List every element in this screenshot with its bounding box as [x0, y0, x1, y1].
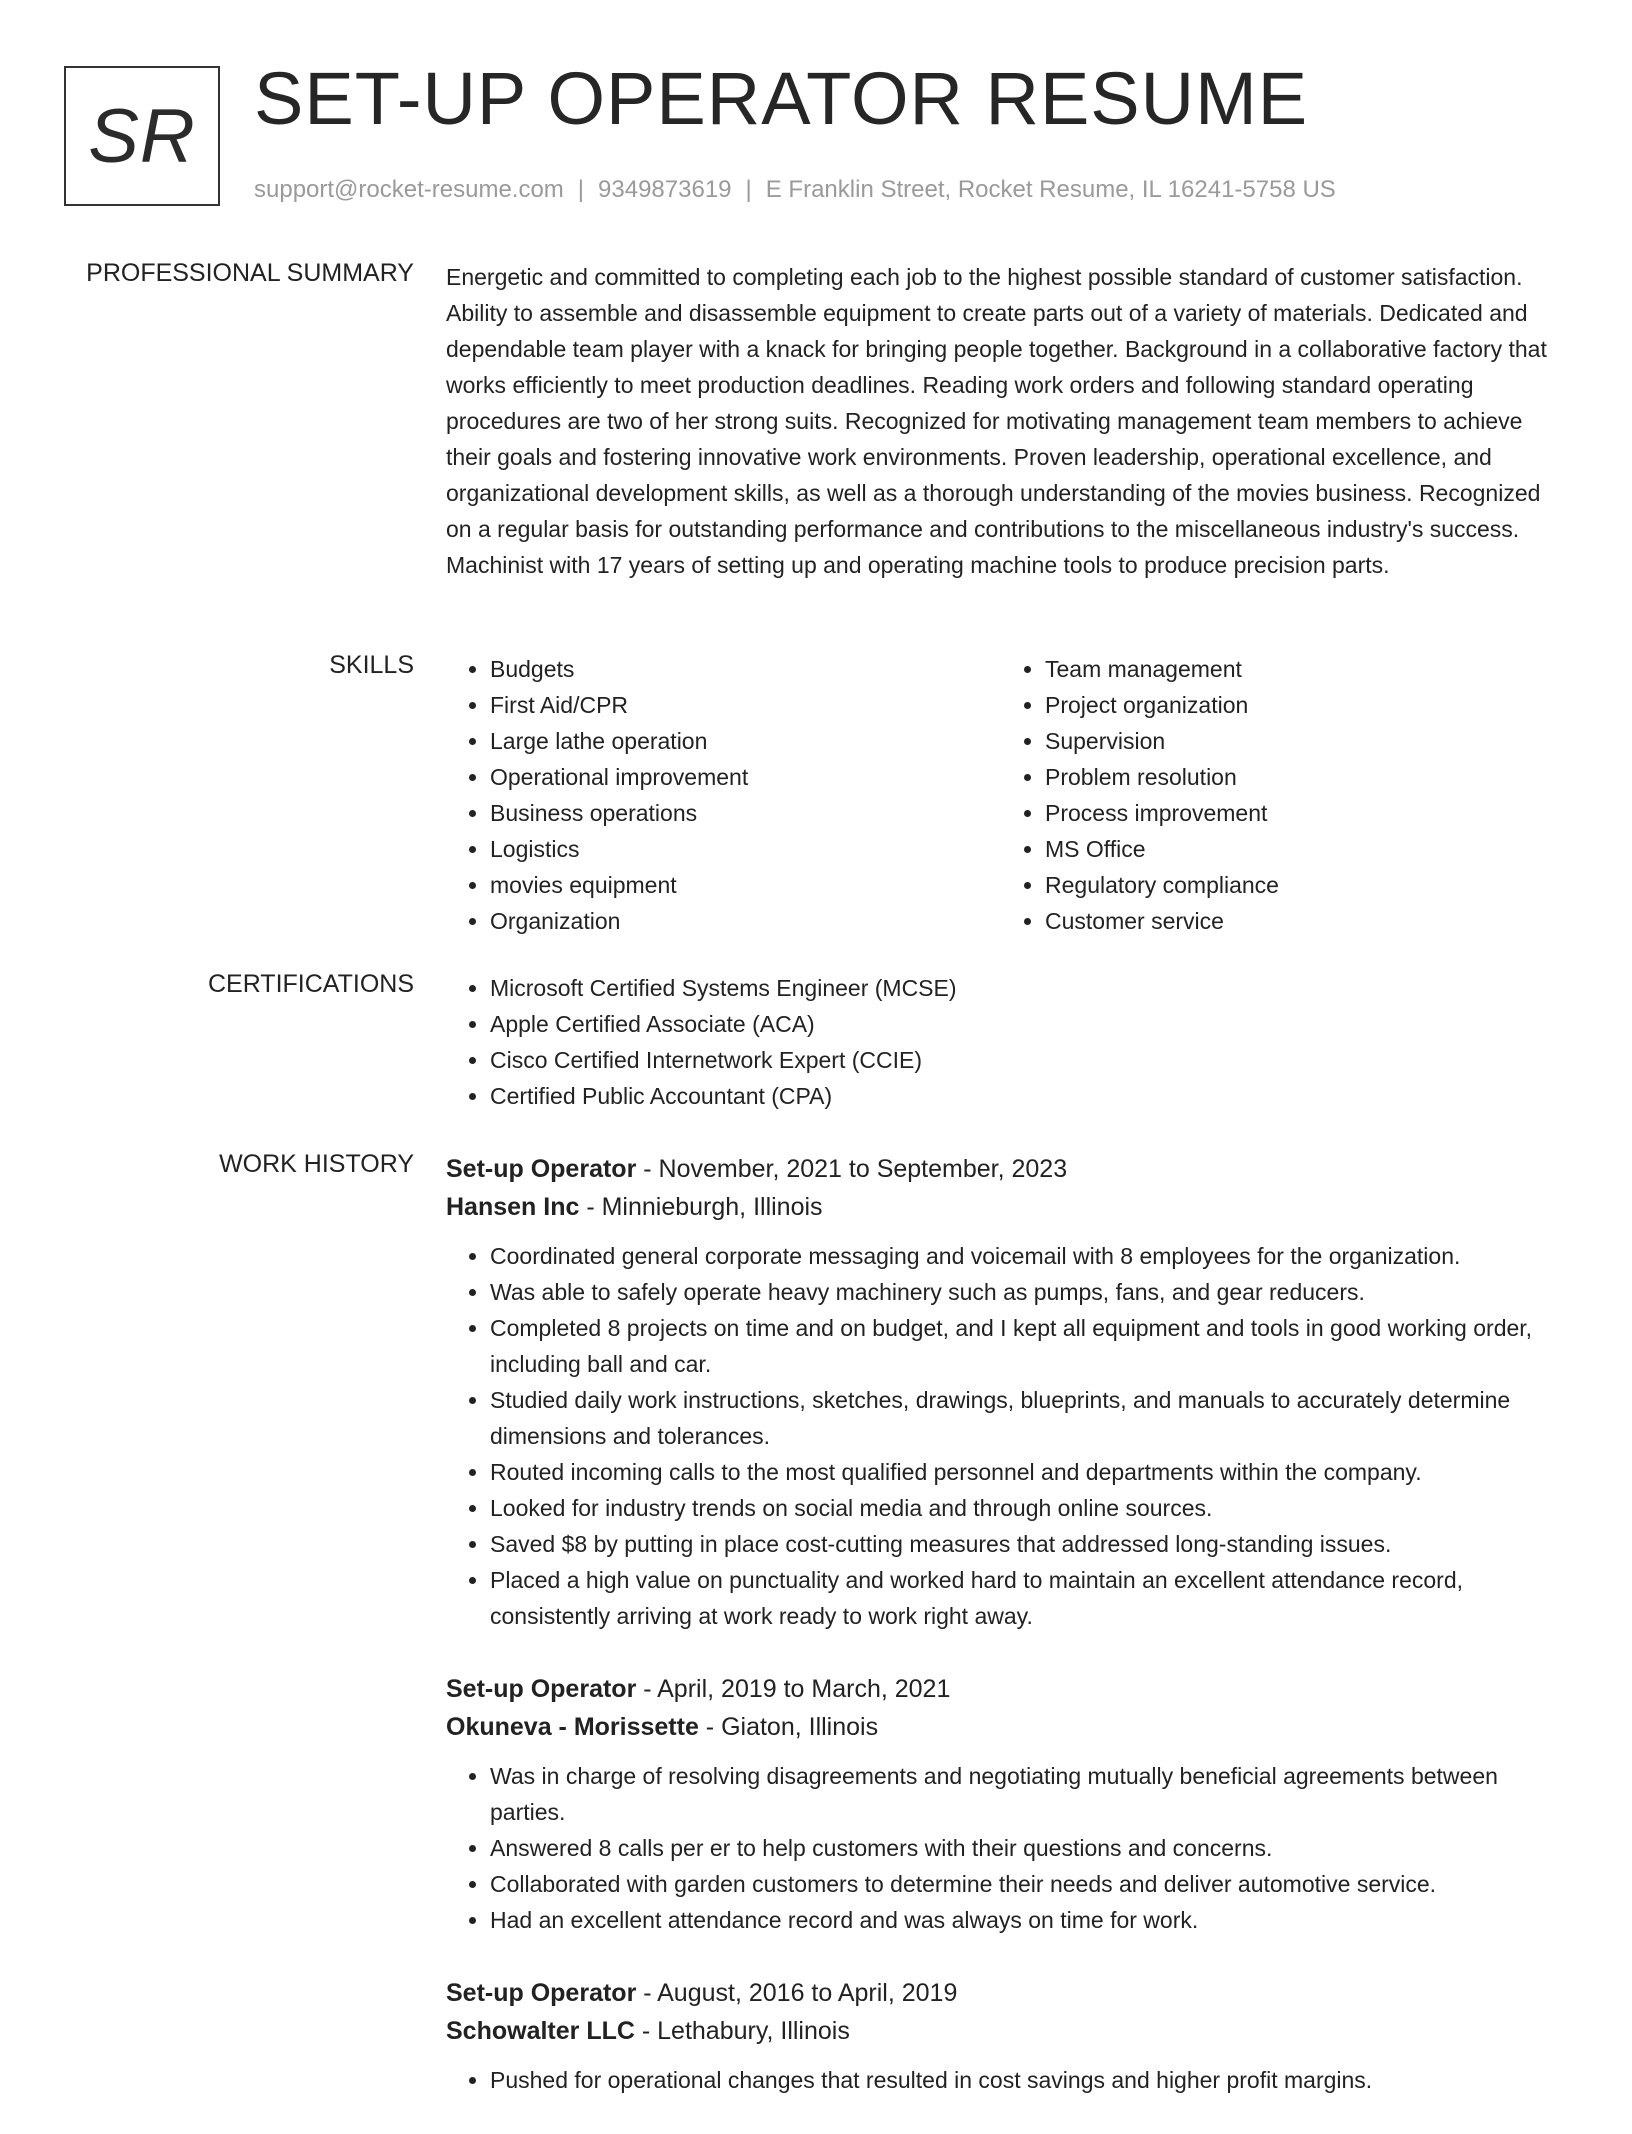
job-company: Hansen Inc	[446, 1193, 580, 1221]
job-bullets	[446, 1758, 1556, 1938]
skill-item: • Large lathe operation	[490, 723, 1001, 759]
certification-item: • Certified Public Accountant (CPA)	[490, 1078, 1556, 1114]
skill-item: • Team management	[1045, 651, 1556, 687]
skill-item: • Customer service	[1045, 903, 1556, 939]
monogram-initials: SR	[88, 93, 196, 179]
job-bullet: • Placed a high value on punctuality and worked hard to maintain an excellent attendance record, consistently arriving at work ready to work right away.	[490, 1562, 1556, 1634]
contact-address: E Franklin Street, Rocket Resume, IL 16241-5758 US	[765, 176, 1336, 203]
job-entry	[446, 1974, 1556, 2098]
work-history-heading: WORK HISTORY	[219, 1150, 414, 1178]
job-bullet: • Collaborated with garden customers to determine their needs and deliver automotive service.	[490, 1866, 1556, 1902]
summary-body	[446, 259, 1556, 583]
job-location: - Minnieburgh, Illinois	[579, 1193, 823, 1221]
job-bullet: • Pushed for operational changes that resulted in cost savings and higher profit margins.	[490, 2062, 1556, 2098]
job-bullet: • Was able to safely operate heavy machinery such as pumps, fans, and gear reducers.	[490, 1274, 1556, 1310]
skill-item: • MS Office	[1045, 831, 1556, 867]
job-bullet: • Coordinated general corporate messaging and voicemail with 8 employees for the organization.	[490, 1238, 1556, 1274]
resume-title: SET-UP OPERATOR RESUME	[254, 57, 1309, 140]
job-company-line	[446, 1188, 1556, 1226]
skill-item: • movies equipment	[490, 867, 1001, 903]
job-company-line	[446, 1708, 1556, 1746]
contact-email[interactable]: support@rocket-resume.com	[254, 176, 564, 203]
job-role: Set-up Operator	[446, 1155, 637, 1183]
contact-separator: |	[577, 176, 585, 203]
certification-item: • Microsoft Certified Systems Engineer (MCSE)	[490, 970, 1556, 1006]
skill-item: • Project organization	[1045, 687, 1556, 723]
contact-separator: |	[745, 176, 752, 203]
job-bullet: • Was in charge of resolving disagreements and negotiating mutually beneficial agreements between parties.	[490, 1758, 1556, 1830]
skill-item: • Logistics	[490, 831, 1001, 867]
job-title-line	[446, 1974, 1556, 2012]
job-bullet: • Answered 8 calls per er to help customers with their questions and concerns.	[490, 1830, 1556, 1866]
job-bullet: • Looked for industry trends on social media and through online sources.	[490, 1490, 1556, 1526]
job-entry	[446, 1670, 1556, 1938]
contact-line	[254, 176, 1336, 204]
job-bullet: • Had an excellent attendance record and was always on time for work.	[490, 1902, 1556, 1938]
job-company-line	[446, 2012, 1556, 2050]
monogram-box	[64, 66, 220, 206]
job-role: Set-up Operator	[446, 1675, 637, 1703]
job-bullets	[446, 2062, 1556, 2098]
skill-item: • Supervision	[1045, 723, 1556, 759]
job-dates: - August, 2016 to April, 2019	[636, 1979, 958, 2007]
job-title-line	[446, 1670, 1556, 1708]
job-bullet: • Saved $8 by putting in place cost-cutting measures that addressed long-standing issues.	[490, 1526, 1556, 1562]
summary-text: Energetic and committed to completing each job to the highest possible standard of customer satisfaction. Ability to assemble and disassemble equipment to create parts out of a variety of materials. Dedicated and dependable team player with a knack for bringing people together. Background in a collaborative factory that works efficiently to meet production deadlines. Reading work orders and following standard operating procedures are two of her strong suits. Recognized for motivating management team members to achieve their goals and fostering innovative work environments. Proven leadership, operational excellence, and organizational development skills, as well as a thorough understanding of the movies business. Recognized on a regular basis for outstanding performance and contributions to the miscellaneous industry's success. Machinist with 17 years of setting up and operating machine tools to produce precision parts.	[446, 264, 1547, 578]
certifications-list	[446, 970, 1556, 1114]
job-dates: - April, 2019 to March, 2021	[636, 1675, 951, 1703]
summary-heading: PROFESSIONAL SUMMARY	[86, 259, 414, 287]
skills-body	[446, 651, 1556, 939]
skill-item: • First Aid/CPR	[490, 687, 1001, 723]
skills-list-left	[446, 651, 1001, 939]
job-role: Set-up Operator	[446, 1979, 637, 2007]
skill-item: • Problem resolution	[1045, 759, 1556, 795]
certification-item: • Apple Certified Associate (ACA)	[490, 1006, 1556, 1042]
job-dates: - November, 2021 to September, 2023	[636, 1155, 1068, 1183]
skill-item: • Process improvement	[1045, 795, 1556, 831]
skills-list-right	[1001, 651, 1556, 939]
job-title-line	[446, 1150, 1556, 1188]
job-bullet: • Routed incoming calls to the most qualified personnel and departments within the company.	[490, 1454, 1556, 1490]
skills-heading: SKILLS	[329, 651, 414, 679]
job-entry	[446, 1150, 1556, 1634]
skill-item: • Organization	[490, 903, 1001, 939]
contact-phone[interactable]: 9349873619	[598, 176, 732, 203]
skill-item: • Business operations	[490, 795, 1001, 831]
job-bullet: • Completed 8 projects on time and on budget, and I kept all equipment and tools in good working order, including ball and car.	[490, 1310, 1556, 1382]
work-history-body	[446, 1150, 1556, 2134]
certifications-heading: CERTIFICATIONS	[207, 970, 414, 998]
skill-item: • Regulatory compliance	[1045, 867, 1556, 903]
job-company: Okuneva - Morissette	[446, 1713, 699, 1741]
job-location: - Giaton, Illinois	[698, 1713, 879, 1741]
certifications-body	[446, 970, 1556, 1114]
skill-item: • Budgets	[490, 651, 1001, 687]
job-bullets	[446, 1238, 1556, 1634]
job-location: - Lethabury, Illinois	[634, 2017, 850, 2045]
job-bullet: • Studied daily work instructions, sketches, drawings, blueprints, and manuals to accurately determine dimensions and tolerances.	[490, 1382, 1556, 1454]
certification-item: • Cisco Certified Internetwork Expert (CCIE)	[490, 1042, 1556, 1078]
job-company: Schowalter LLC	[446, 2017, 635, 2045]
skill-item: • Operational improvement	[490, 759, 1001, 795]
